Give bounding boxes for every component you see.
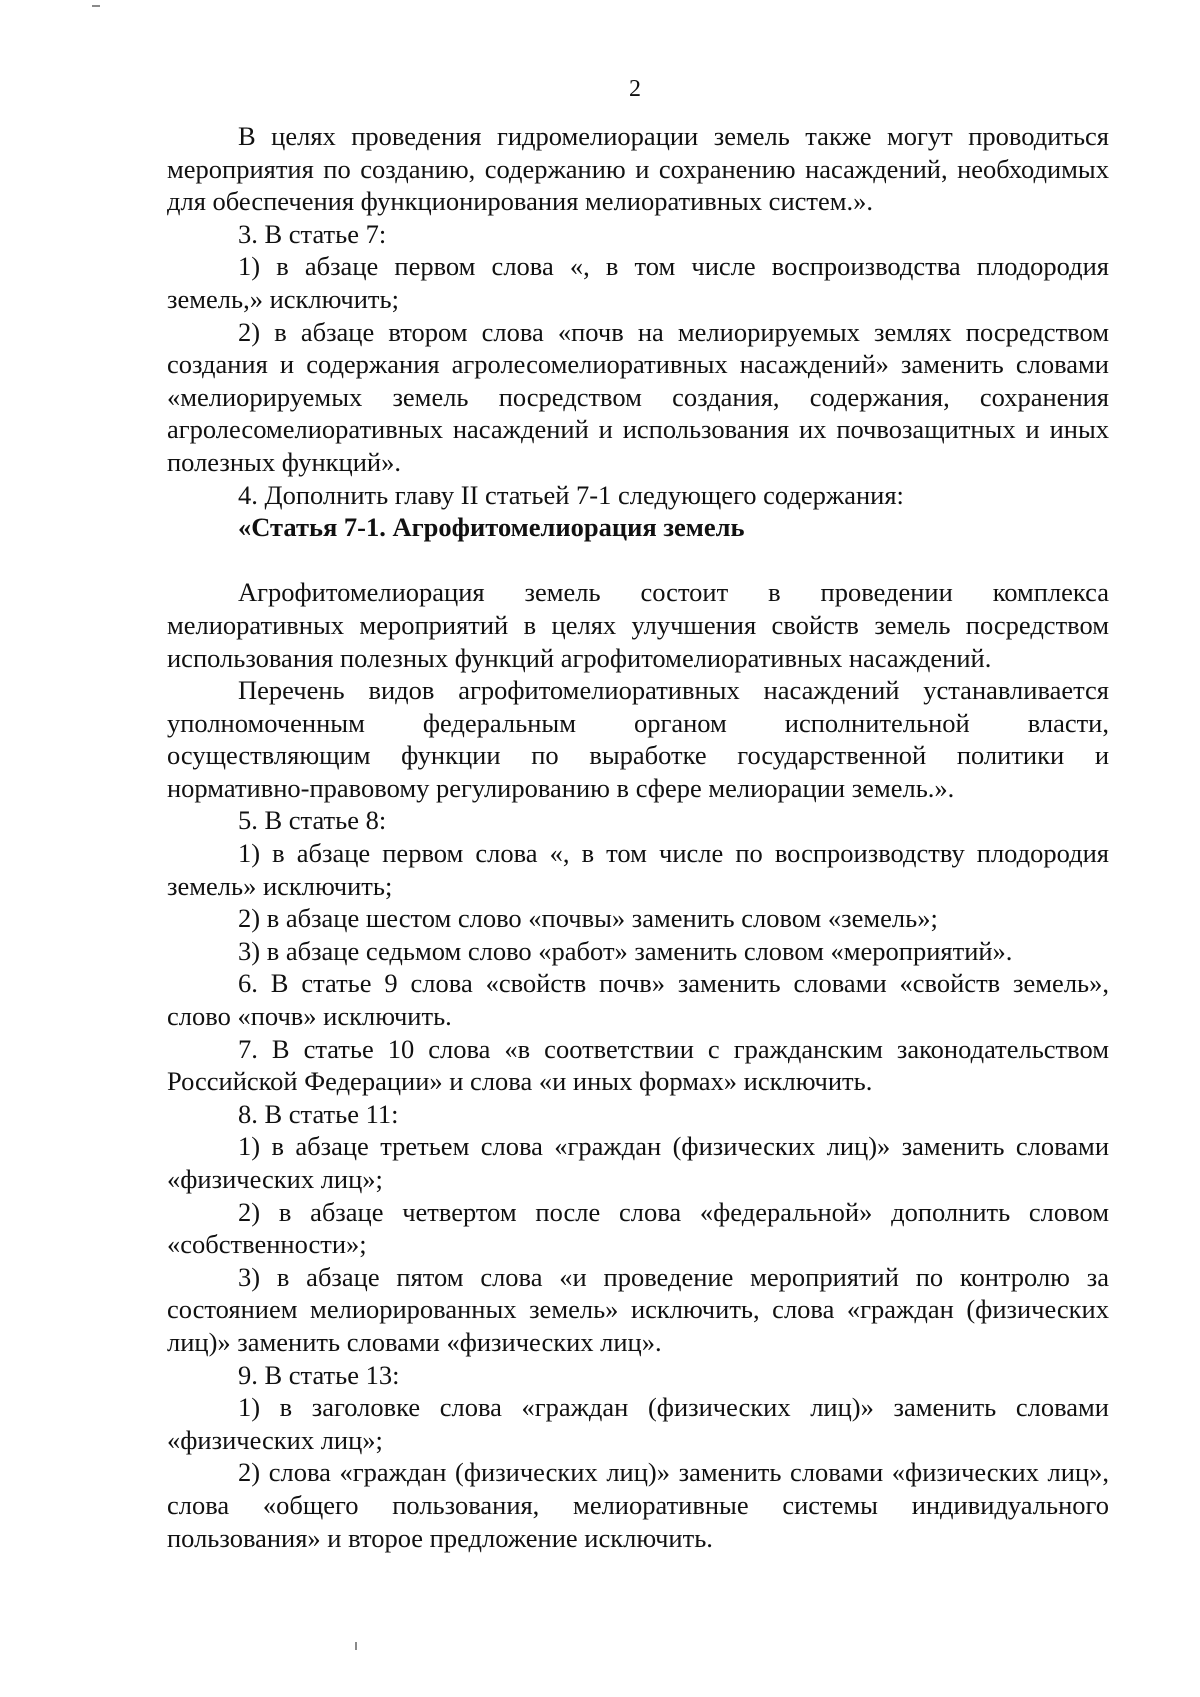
paragraph-10: 2) в абзаце шестом слово «почвы» заменить словом «земель»; — [238, 903, 938, 934]
paragraph-12: 6. В статье 9 слова «свойств почв» заменить словами «свойств земель», слово «почв» исключить. — [167, 968, 1109, 1032]
paragraph-13: 7. В статье 10 слова «в соответствии с гражданским законодательством Российской Федерации» и слова «и иных формах» исключить. — [167, 1033, 1109, 1097]
paragraph-19: 1) в заголовке слова «граждан (физических лиц)» заменить словами «физических лиц»; — [167, 1392, 1109, 1455]
paragraph-16: 2) в абзаце четвертом после слова «федеральной» дополнить словом «собственности»; — [167, 1196, 1109, 1260]
paragraph-14: 8. В статье 11: — [238, 1098, 399, 1129]
paragraph-7: Перечень видов агрофитомелиоративных насаждений устанавливается уполномоченным федеральным органом исполнительной власти, осуществляющим функции по выработке государственной политики и нормативно-правовому регулированию в сфере мелиорации земель.». — [167, 675, 1109, 803]
paragraph-11: 3) в абзаце седьмом слово «работ» заменить словом «мероприятий». — [238, 935, 1013, 966]
paragraph-2: 3. В статье 7: — [238, 218, 387, 249]
paragraph-3: 1) в абзаце первом слова «, в том числе воспроизводства плодородия земель,» исключить; — [167, 251, 1109, 314]
article-heading: «Статья 7-1. Агрофитомелиорация земель — [238, 512, 745, 543]
scan-artifact-bottom — [355, 1642, 357, 1650]
paragraph-9: 1) в абзаце первом слова «, в том числе по воспроизводству плодородия земель» исключить; — [167, 838, 1109, 901]
scan-artifact-top — [92, 5, 100, 7]
page-number: 2 — [629, 76, 641, 102]
paragraph-18: 9. В статье 13: — [238, 1359, 400, 1390]
blank-line — [167, 544, 1109, 577]
paragraph-4: 2) в абзаце втором слова «почв на мелиорируемых землях посредством создания и содержания агролесомелиоративных насаждений» заменить словами «мелиорируемых земель посредством создания, содержания, сохранения агролесомелиоративных насаждений и использования их почвозащитных и иных полезных функций». — [167, 316, 1109, 477]
paragraph-6: Агрофитомелиорация земель состоит в проведении комплекса мелиоративных мероприятий в целях улучшения свойств земель посредством использования полезных функций агрофитомелиоративных насаждений. — [167, 577, 1109, 673]
paragraph-5: 4. Дополнить главу II статьей 7-1 следующего содержания: — [238, 479, 904, 510]
paragraph-20: 2) слова «граждан (физических лиц)» заменить словами «физических лиц», слова «общего пользования, мелиоративные системы индивидуального пользования» и второе предложение исключить. — [167, 1457, 1109, 1553]
paragraph-8: 5. В статье 8: — [238, 805, 387, 836]
paragraph-15: 1) в абзаце третьем слова «граждан (физических лиц)» заменить словами «физических лиц»; — [167, 1131, 1109, 1194]
paragraph-1: В целях проведения гидромелиорации земель также могут проводиться мероприятия по созданию, содержанию и сохранению насаждений, необходимых для обеспечения функционирования мелиоративных систем.». — [167, 121, 1109, 217]
paragraph-17: 3) в абзаце пятом слова «и проведение мероприятий по контролю за состоянием мелиорированных земель» исключить, слова «граждан (физических лиц)» заменить словами «физических лиц». — [167, 1261, 1109, 1357]
document-body — [167, 120, 1109, 1554]
